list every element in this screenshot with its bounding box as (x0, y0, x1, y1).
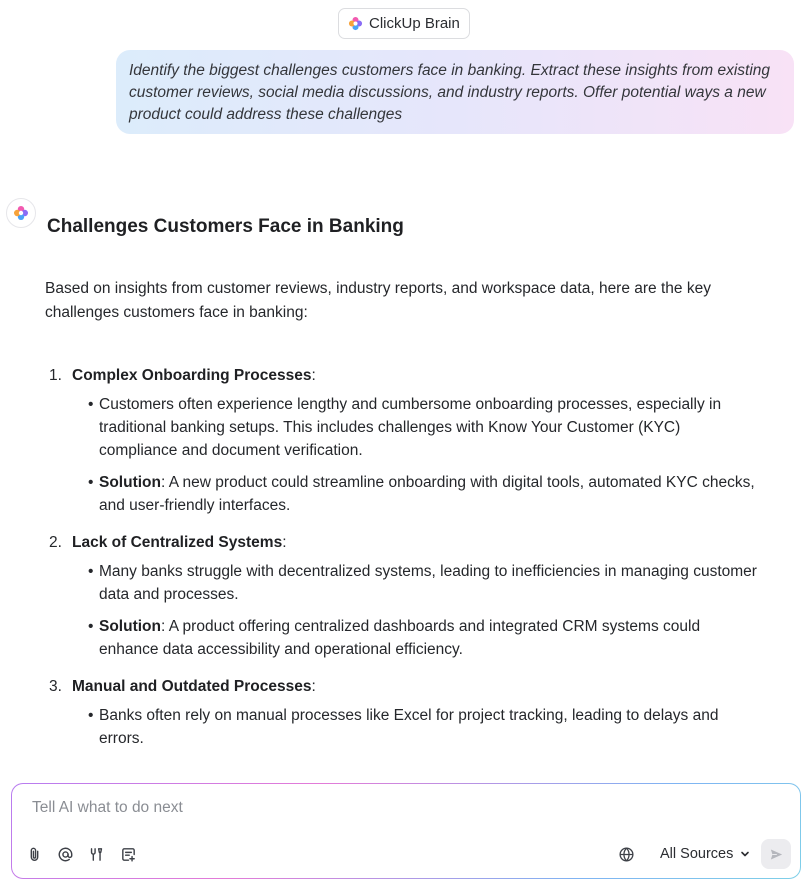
item-colon: : (282, 534, 287, 551)
tools-icon[interactable] (86, 844, 106, 864)
clickup-brain-icon (13, 205, 29, 221)
attach-icon[interactable] (24, 844, 44, 864)
list-item (49, 364, 316, 388)
bullet-dot: • (88, 563, 94, 580)
send-button[interactable] (761, 839, 791, 869)
user-prompt-text: Identify the biggest challenges customers face in banking. Extract these insights from existing customer reviews, social media discussions, and industry reports. Offer potential ways a new product could address these challenges (129, 62, 771, 123)
composer-input[interactable]: Tell AI what to do next (32, 799, 183, 816)
clickup-brain-logo-icon (348, 16, 363, 31)
clickup-brain-chip[interactable] (338, 8, 470, 39)
item-colon: : (311, 367, 316, 384)
bullet-text: : A new product could streamline onboarding with digital tools, automated KYC checks, and user-friendly interfaces. (99, 474, 755, 514)
bullet-dot: • (88, 474, 94, 491)
globe-icon[interactable] (616, 844, 636, 864)
response-title: Challenges Customers Face in Banking (47, 216, 404, 237)
item-heading: Lack of Centralized Systems (72, 534, 283, 551)
response-intro: Based on insights from customer reviews, industry reports, and workspace data, here are the key challenges customers face in banking: (45, 280, 711, 321)
chip-label: ClickUp Brain (369, 15, 460, 32)
item-heading: Complex Onboarding Processes (72, 367, 312, 384)
item-colon: : (311, 678, 316, 695)
item-heading: Manual and Outdated Processes (72, 678, 312, 695)
bullet-dot: • (88, 396, 94, 413)
item-number: 1. (49, 367, 62, 384)
sources-label: All Sources (660, 846, 734, 862)
ai-avatar (6, 198, 36, 228)
bullet-item (88, 471, 758, 517)
bullet-label: Solution (99, 618, 161, 635)
bullet-text: : A product offering centralized dashboards and integrated CRM systems could enhance data accessibility and operational efficiency. (99, 618, 701, 658)
mention-icon[interactable] (55, 844, 75, 864)
chevron-down-icon (740, 849, 750, 859)
ai-composer[interactable] (11, 783, 801, 879)
bullet-label: Solution (99, 474, 161, 491)
bullet-text: Customers often experience lengthy and cumbersome onboarding processes, especially in traditional banking setups. This includes challenges with Know Your Customer (KYC) compliance and document verification. (99, 396, 722, 459)
bullet-item (88, 393, 758, 462)
bullet-item (88, 615, 758, 661)
bullet-item (88, 560, 758, 606)
bullet-dot: • (88, 618, 94, 635)
item-number: 3. (49, 678, 62, 695)
list-item (49, 675, 316, 699)
sources-dropdown[interactable] (660, 844, 750, 864)
bullet-item (88, 704, 758, 750)
bullet-text: Many banks struggle with decentralized systems, leading to inefficiencies in managing customer data and processes. (99, 563, 757, 603)
bullet-text: Banks often rely on manual processes like Excel for project tracking, leading to delays and errors. (99, 707, 719, 747)
note-icon[interactable] (118, 844, 138, 864)
bullet-dot: • (88, 707, 94, 724)
send-icon (769, 847, 784, 862)
list-item (49, 531, 287, 555)
item-number: 2. (49, 534, 62, 551)
user-prompt-bubble (116, 50, 794, 134)
